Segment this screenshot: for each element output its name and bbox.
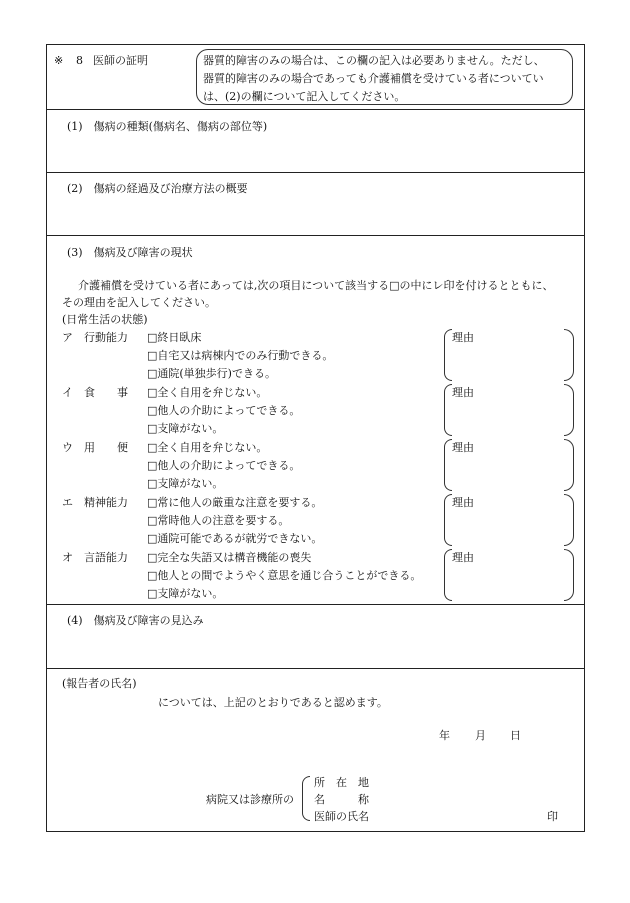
category-label: オ 言語能力 — [62, 551, 128, 564]
option-checkbox[interactable]: □支障がない。 — [147, 477, 224, 490]
daily-life-heading: (日常生活の状態) — [62, 313, 148, 326]
divider — [46, 604, 585, 605]
certificate-form-frame — [46, 44, 585, 832]
option-checkbox[interactable]: □他人との間でようやく意思を通じ合うことができる。 — [147, 569, 422, 582]
reason-bracket-left — [444, 549, 452, 601]
signature-brace — [302, 776, 310, 821]
option-checkbox[interactable]: □自宅又は病棟内でのみ行動できる。 — [147, 349, 334, 362]
institution-name-label: 名 称 — [314, 793, 369, 806]
reason-label: 理由 — [452, 496, 474, 509]
doctor-name-label: 医師の氏名 — [314, 810, 369, 823]
option-checkbox[interactable]: □全く自用を弁じない。 — [147, 441, 268, 454]
divider — [46, 235, 585, 236]
reason-bracket-left — [444, 384, 452, 436]
item-number: 8 — [76, 54, 83, 67]
reason-bracket-right — [564, 549, 574, 601]
hospital-label: 病院又は診療所の — [206, 793, 294, 806]
note-line: 器質的障害のみの場合は、この欄の記入は必要ありません。ただし、 — [203, 54, 545, 67]
note-line: は、(2)の欄について記入してください。 — [203, 90, 406, 103]
section-2-heading: (2) 傷病の経過及び治療方法の概要 — [67, 182, 248, 195]
option-checkbox[interactable]: □通院可能であるが就労できない。 — [147, 532, 323, 545]
option-checkbox[interactable]: □常に他人の厳重な注意を要する。 — [147, 496, 323, 509]
reason-bracket-left — [444, 439, 452, 491]
divider — [46, 109, 585, 110]
date-day: 日 — [510, 729, 521, 742]
option-checkbox[interactable]: □支障がない。 — [147, 587, 224, 600]
address-label: 所 在 地 — [314, 776, 369, 789]
option-checkbox[interactable]: □完全な失語又は構音機能の喪失 — [147, 551, 312, 564]
section-title: 医師の証明 — [93, 54, 148, 67]
category-label: ア 行動能力 — [62, 331, 128, 344]
divider — [46, 668, 585, 669]
date-month: 月 — [475, 729, 486, 742]
certification-statement: については、上記のとおりであると認めます。 — [158, 696, 388, 709]
section-3-heading: (3) 傷病及び障害の現状 — [67, 246, 193, 259]
instruction-note — [196, 49, 573, 105]
option-checkbox[interactable]: □通院(単独歩行)できる。 — [147, 367, 276, 380]
seal-mark: 印 — [547, 810, 558, 823]
reason-bracket-right — [564, 384, 574, 436]
reason-label: 理由 — [452, 441, 474, 454]
reason-label: 理由 — [452, 386, 474, 399]
section-1-heading: (1) 傷病の種類(傷病名、傷病の部位等) — [67, 120, 268, 133]
reason-label: 理由 — [452, 551, 474, 564]
asterisk-mark: ※ — [54, 54, 64, 67]
note-line: 器質的障害のみの場合であっても介護補償を受けている者についてい — [203, 72, 544, 85]
option-checkbox[interactable]: □他人の介助によってできる。 — [147, 404, 301, 417]
date-year: 年 — [439, 729, 450, 742]
reason-bracket-right — [564, 329, 574, 381]
option-checkbox[interactable]: □支障がない。 — [147, 422, 224, 435]
reason-bracket-right — [564, 439, 574, 491]
instruction-line: その理由を記入してください。 — [62, 296, 216, 309]
option-checkbox[interactable]: □全く自用を弁じない。 — [147, 386, 268, 399]
reason-label: 理由 — [452, 331, 474, 344]
instruction-line: 介護補償を受けている者にあっては,次の項目について該当する□の中にレ印を付けるとともに、 — [78, 279, 554, 292]
option-checkbox[interactable]: □常時他人の注意を要する。 — [147, 514, 290, 527]
reason-bracket-left — [444, 329, 452, 381]
reason-bracket-right — [564, 494, 574, 546]
option-checkbox[interactable]: □他人の介助によってできる。 — [147, 459, 301, 472]
divider — [46, 172, 585, 173]
category-label: ウ 用 便 — [62, 441, 128, 454]
category-label: エ 精神能力 — [62, 496, 128, 509]
reporter-heading: (報告者の氏名) — [62, 677, 137, 690]
section-4-heading: (4) 傷病及び障害の見込み — [67, 614, 204, 627]
category-label: イ 食 事 — [62, 386, 128, 399]
option-checkbox[interactable]: □終日臥床 — [147, 331, 202, 344]
reason-bracket-left — [444, 494, 452, 546]
